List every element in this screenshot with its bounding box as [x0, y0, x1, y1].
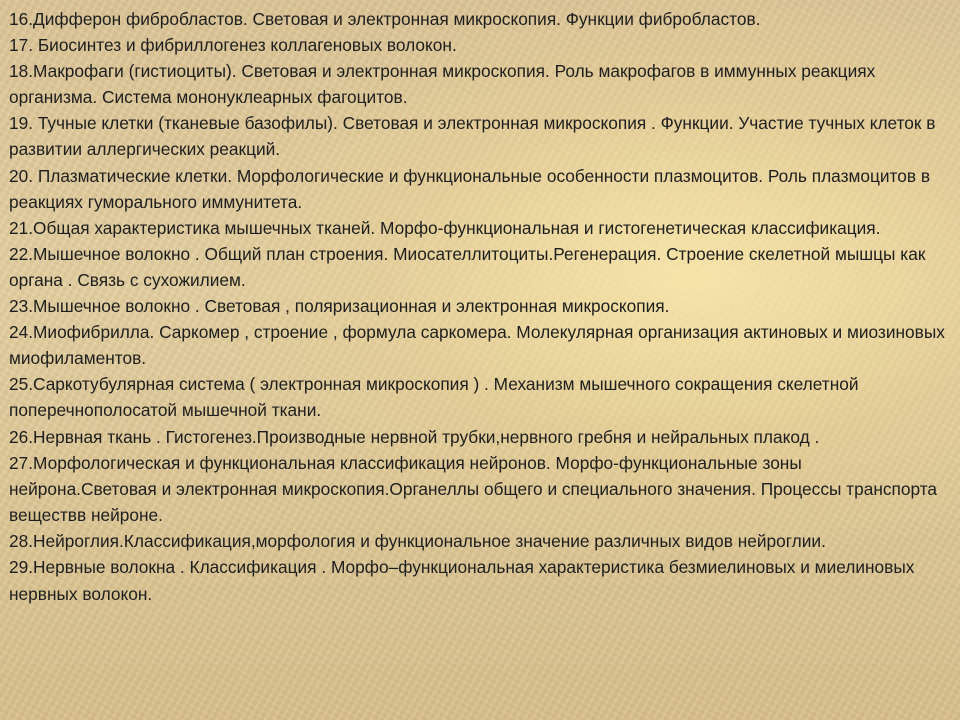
- exam-topics-list: [9, 6, 949, 608]
- topic-23: 23.Мышечное волокно . Световая , поляризационная и электронная микроскопия.: [9, 296, 670, 317]
- topic-18: 18.Макрофаги (гистиоциты). Световая и электронная микроскопия. Роль макрофагов в иммунных реакциях организма. Система мононуклеарных фагоцитов.: [9, 61, 876, 108]
- topic-21: 21.Общая характеристика мышечных тканей. Морфо-функциональная и гистогенетическая классификация.: [9, 217, 881, 238]
- topic-25: 25.Саркотубулярная система ( электронная микроскопия ) . Механизм мышечного сокращения скелетной поперечнополосатой мышечной ткани.: [9, 374, 859, 421]
- topic-26: 26.Нервная ткань . Гистогенез.Производные нервной трубки,нервного гребня и нейральных плакод .: [9, 426, 820, 447]
- topic-27: 27.Морфологическая и функциональная классификация нейронов. Морфо-функциональные зоны нейрона.Световая и электронная микроскопия.Органеллы общего и специального значения. Процессы транспорта веществв нейроне.: [9, 452, 938, 525]
- topic-16: 16.Дифферон фибробластов. Световая и электронная микроскопия. Функции фибробластов.: [9, 9, 761, 29]
- topic-20: 20. Плазматические клетки. Морфологические и функциональные особенности плазмоцитов. Роль плазмоцитов в реакциях гуморального иммунитета.: [9, 165, 931, 212]
- topic-28: 28.Нейроглия.Классификация,морфология и функциональное значение различных видов нейроглии.: [9, 530, 826, 551]
- topic-19: 19. Тучные клетки (тканевые базофилы). Световая и электронная микроскопия . Функции. Участие тучных клеток в развитии аллергических реакций.: [9, 113, 936, 160]
- topic-22: 22.Мышечное волокно . Общий план строения. Миосателлитоциты.Регенерация. Строение скелетной мышцы как органа . Связь с сухожилием.: [9, 243, 926, 290]
- topic-24: 24.Миофибрилла. Саркомер , строение , формула саркомера. Молекулярная организация актиновых и миозиновых миофиламентов.: [9, 322, 945, 369]
- topic-17: 17. Биосинтез и фибриллогенез коллагеновых волокон.: [9, 35, 457, 56]
- topic-29: 29.Нервные волокна . Классификация . Морфо–функциональная характеристика безмиелиновых и миелиновых нервных волокон.: [9, 556, 915, 604]
